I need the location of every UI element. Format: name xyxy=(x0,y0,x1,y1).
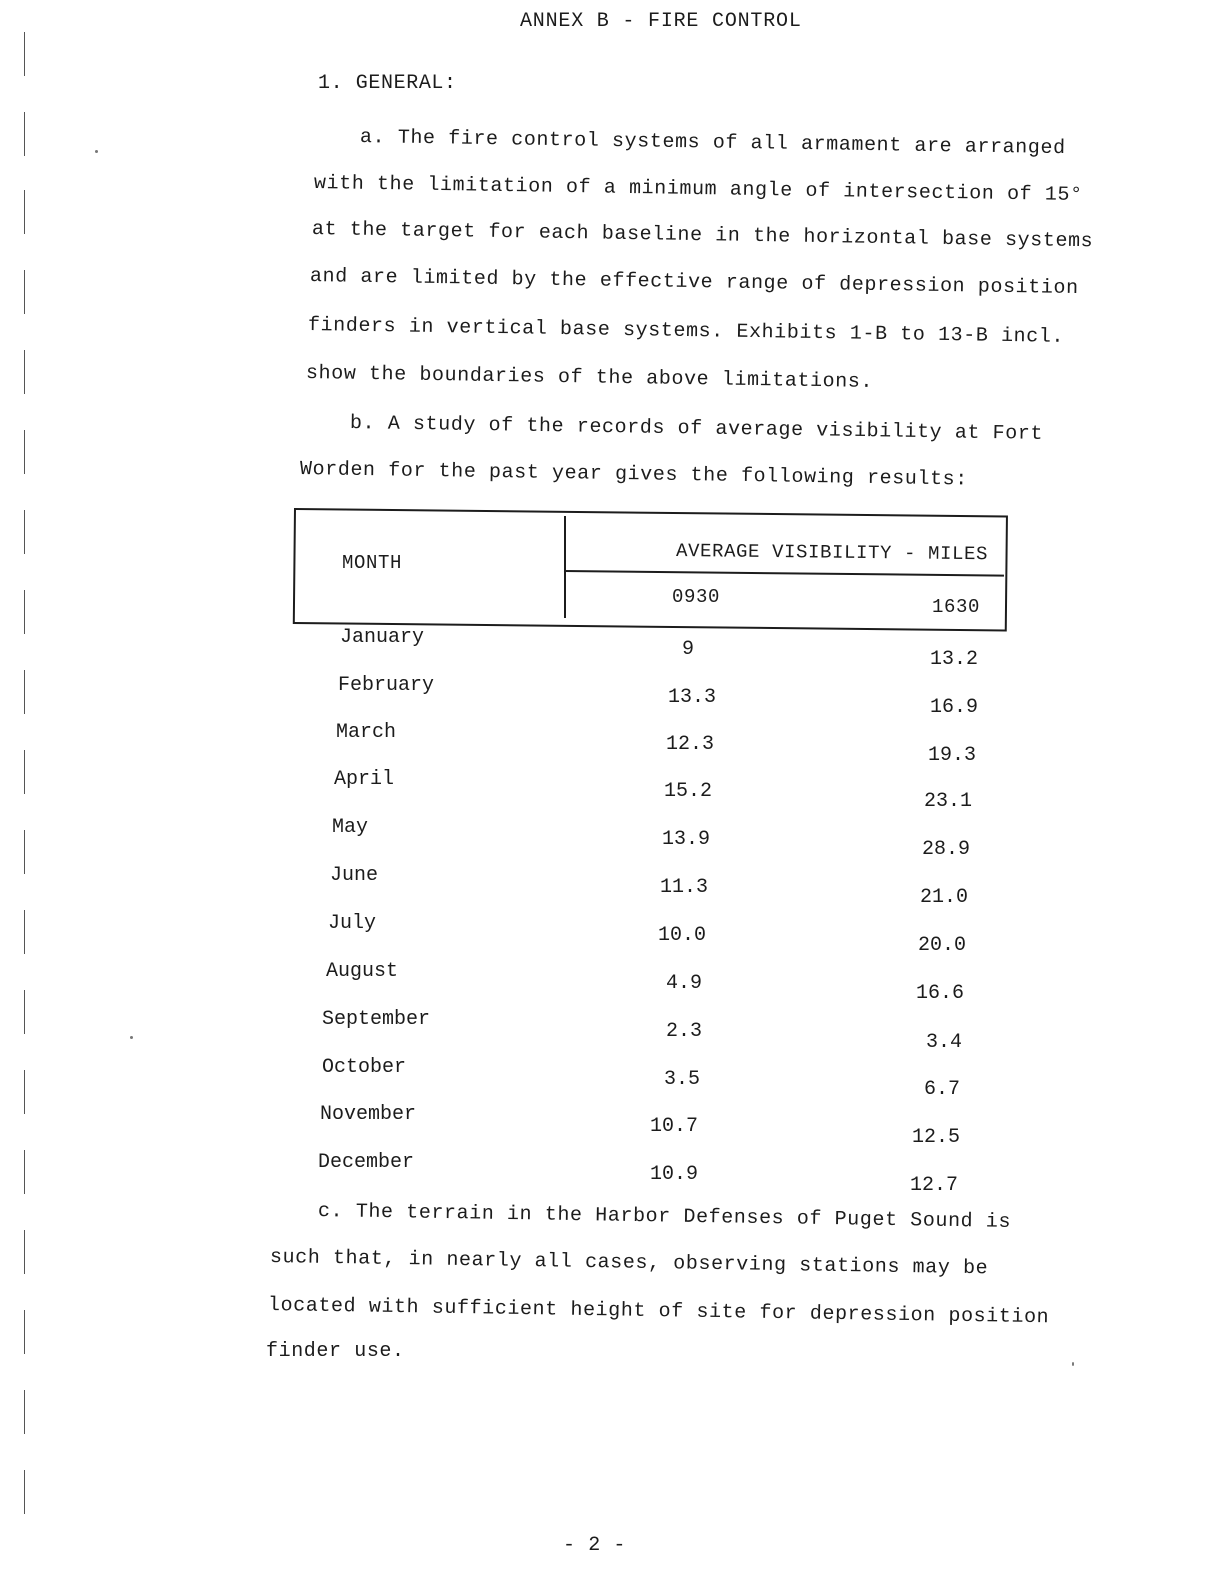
para-c-line: such that, in nearly all cases, observing stations may be xyxy=(269,1246,989,1281)
table-cell-0930: 4.9 xyxy=(665,972,702,995)
table-cell-0930: 13.3 xyxy=(667,686,716,709)
para-a-line: and are limited by the effective range of depression position xyxy=(309,265,1079,301)
scan-margin-mark xyxy=(24,1470,25,1514)
table-cell-0930: 10.0 xyxy=(657,924,706,947)
para-a-line: finders in vertical base systems. Exhibits 1-B to 13-B incl. xyxy=(307,314,1065,349)
table-cell-month: October xyxy=(322,1056,407,1079)
table-cell-month: September xyxy=(322,1008,431,1031)
scan-margin-mark xyxy=(24,1150,25,1194)
table-cell-month: July xyxy=(328,912,377,935)
table-cell-1630: 23.1 xyxy=(923,790,972,813)
table-cell-1630: 19.3 xyxy=(927,744,976,767)
table-cell-month: August xyxy=(326,960,399,983)
para-b-line: b. A study of the records of average visibility at Fort xyxy=(349,412,1044,446)
scan-margin-mark xyxy=(24,590,25,634)
page-number: - 2 - xyxy=(563,1534,627,1557)
table-cell-0930: 10.7 xyxy=(649,1115,698,1138)
scan-margin-mark xyxy=(24,990,25,1034)
table-cell-month: May xyxy=(332,816,369,839)
para-c-line: finder use. xyxy=(266,1340,405,1363)
table-cell-month: November xyxy=(320,1103,417,1126)
table-cell-0930: 11.3 xyxy=(659,876,708,899)
table-cell-1630: 6.7 xyxy=(923,1078,960,1101)
para-b-line: Worden for the past year gives the following results: xyxy=(299,458,969,492)
table-header-1630: 1630 xyxy=(932,596,981,618)
table-cell-0930: 2.3 xyxy=(665,1020,702,1043)
scan-margin-mark xyxy=(24,1310,25,1354)
scan-margin-mark xyxy=(24,270,25,314)
scan-margin-mark xyxy=(24,1230,25,1274)
para-a-line: at the target for each baseline in the horizontal base systems xyxy=(311,218,1094,254)
table-cell-1630: 12.7 xyxy=(909,1174,958,1197)
table-cell-month: December xyxy=(318,1151,415,1174)
table-cell-1630: 21.0 xyxy=(919,886,968,909)
table-cell-1630: 16.6 xyxy=(915,982,964,1005)
scan-margin-mark xyxy=(24,32,25,76)
table-cell-0930: 3.5 xyxy=(663,1068,700,1091)
table-cell-0930: 15.2 xyxy=(663,780,712,803)
scan-margin-mark xyxy=(24,1070,25,1114)
table-cell-month: January xyxy=(340,626,425,649)
table-header-month: MONTH xyxy=(342,552,403,574)
scan-margin-mark xyxy=(24,750,25,794)
table-cell-1630: 12.5 xyxy=(911,1126,960,1149)
scan-margin-mark xyxy=(24,190,25,234)
table-cell-1630: 16.9 xyxy=(929,696,978,719)
table-cell-month: February xyxy=(338,674,435,697)
section-heading: 1. GENERAL: xyxy=(318,72,457,95)
scan-speck xyxy=(95,150,98,153)
para-c-line: c. The terrain in the Harbor Defenses of Puget Sound is xyxy=(317,1200,1012,1234)
para-a-line: show the boundaries of the above limitations. xyxy=(305,362,874,394)
scan-margin-mark xyxy=(24,112,25,156)
scan-speck xyxy=(130,1036,133,1039)
table-cell-1630: 20.0 xyxy=(917,934,966,957)
scan-margin-mark xyxy=(24,830,25,874)
page-header: ANNEX B - FIRE CONTROL xyxy=(520,10,802,33)
para-a-line: with the limitation of a minimum angle of intersection of 15° xyxy=(313,172,1083,208)
table-header-0930: 0930 xyxy=(672,586,721,608)
scan-margin-mark xyxy=(24,350,25,394)
table-cell-month: June xyxy=(330,864,379,887)
table-header-average-visibility: AVERAGE VISIBILITY - MILES xyxy=(675,540,989,566)
table-cell-0930: 9 xyxy=(681,638,694,661)
para-a-line: a. The fire control systems of all armament are arranged xyxy=(359,126,1066,161)
table-cell-0930: 13.9 xyxy=(661,828,710,851)
table-cell-1630: 13.2 xyxy=(929,648,978,671)
table-cell-1630: 28.9 xyxy=(921,838,970,861)
table-cell-month: April xyxy=(334,768,395,791)
scan-speck xyxy=(1072,1362,1074,1366)
para-c-line: located with sufficient height of site for depression position xyxy=(267,1294,1050,1330)
scan-margin-mark xyxy=(24,510,25,554)
table-column-divider xyxy=(564,516,566,618)
scan-margin-mark xyxy=(24,670,25,714)
table-cell-month: March xyxy=(336,721,397,744)
scan-margin-mark xyxy=(24,910,25,954)
scan-margin-mark xyxy=(24,1390,25,1434)
table-cell-0930: 12.3 xyxy=(665,733,714,756)
table-cell-1630: 3.4 xyxy=(925,1031,962,1054)
table-cell-0930: 10.9 xyxy=(649,1163,698,1186)
scan-margin-mark xyxy=(24,430,25,474)
